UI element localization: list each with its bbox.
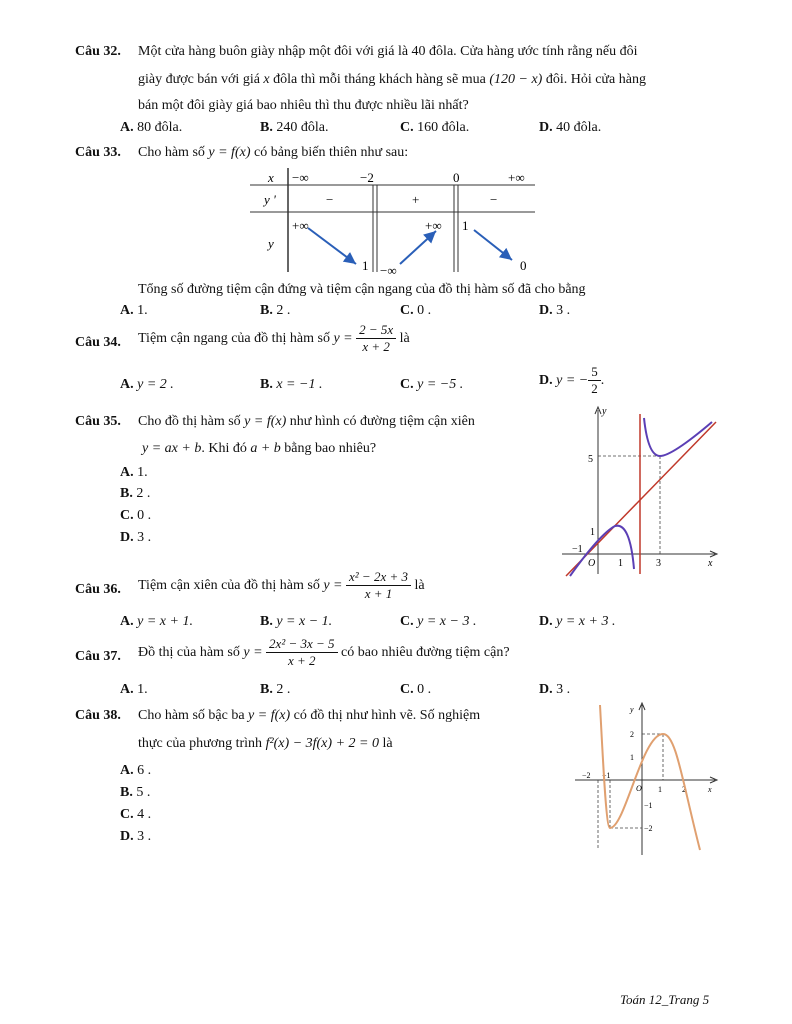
option-c[interactable]: C. 160 đôla. [400,120,470,135]
y-label: y [268,236,274,251]
option-a[interactable]: A. 1. [120,465,148,480]
question-text: bán một đôi giày giá bao nhiêu thì thu được nhiều lãi nhất? [138,98,469,113]
option-a[interactable]: A. 80 đôla. [120,120,183,135]
tick-label: 5 [588,454,593,465]
option-c[interactable]: C. 0 . [120,508,152,523]
origin-label: O [588,558,596,569]
tick-label: 1 [630,753,634,762]
question-text: Tiệm cận ngang của đồ thị hàm số y = $\frac{2 - 5x}{x + 2}$ là [138,322,410,355]
question-text: Cho hàm số y = f(x) có bảng biến thiên như sau: [138,145,409,160]
tick-label: 1 [658,785,662,794]
fraction: $\frac{\text{2x² − 3x − 5}}{x + 2}$ [266,636,337,670]
sign: − [490,192,498,207]
question-number: Câu 37. [75,649,121,664]
tick-label: 2 [630,730,634,739]
sign: + [412,192,420,207]
question-number: Câu 33. [75,145,121,160]
option-c[interactable]: C. 0 . [400,303,432,318]
x-value: −2 [360,170,374,185]
origin-label: O [636,784,642,793]
question-text: Tiệm cận xiên của đồ thị hàm số y = $\frac{\text{x² − 2x + 3}}{x + 1}$ là [138,569,425,602]
option-d[interactable]: D. 3 . [539,682,571,697]
x-value: −∞ [292,170,309,185]
fraction: $\frac{2 - 5x}{x + 2}$ [356,322,396,356]
tick-label: −1 [644,801,653,810]
tick-label: −2 [582,771,591,780]
question-number: Câu 34. [75,335,121,350]
option-d[interactable]: D. y = x + 3 . [539,614,616,629]
question-text: thực của phương trình f²(x) − 3f(x) + 2 = 0 là [138,736,393,751]
page-footer: Toán 12_Trang 5 [620,992,710,1007]
option-b[interactable]: B. 240 đôla. [260,120,329,135]
y-value: +∞ [425,218,442,233]
x-axis-label: x [708,785,712,794]
yprime-label: y ' [264,192,276,207]
question-number: Câu 38. [75,708,121,723]
y-value: 1 [462,218,469,233]
option-a[interactable]: A. y = x + 1. [120,614,193,629]
option-d[interactable]: D. 3 . [539,303,571,318]
y-axis-label: y [630,705,634,714]
option-c[interactable]: C. 4 . [120,807,152,822]
option-a[interactable]: A. 1. [120,303,148,318]
question-text: Cho hàm số bậc ba y = f(x) có đồ thị như hình vẽ. Số nghiệm [138,708,481,723]
option-c[interactable]: C. y = x − 3 . [400,614,477,629]
tick-label: 2 [682,785,686,794]
question-number: Câu 32. [75,44,121,59]
x-value: 0 [453,170,460,185]
x-label: x [268,170,274,185]
x-axis-label: x [708,558,713,569]
question-text: Cho đồ thị hàm số y = f(x) như hình có đường tiệm cận xiên [138,414,475,429]
tick-label: 1 [618,558,623,569]
question-text: y = ax + b. Khi đó a + b bằng bao nhiêu? [142,441,377,456]
option-b[interactable]: B. 2 . [260,303,291,318]
option-d[interactable]: D. 3 . [120,829,152,844]
question-text: giày được bán với giá x đôla thì mỗi tháng khách hàng sẽ mua (120 − x) đôi. Hỏi cửa hàng [138,72,646,87]
asymptote-graph [560,404,720,578]
fraction: $\frac{\text{x² − 2x + 3}}{x + 1}$ [346,569,411,603]
option-d[interactable]: D. 40 đôla. [539,120,602,135]
option-a[interactable]: A. 6 . [120,763,152,778]
cubic-graph [570,700,720,860]
option-d[interactable]: D. y = − $\frac{5}{2}$ . [539,364,605,397]
question-text: Một cửa hàng buôn giày nhập một đôi với giá là 40 đôla. Cửa hàng ước tính rằng nếu đôi [138,44,638,59]
option-b[interactable]: B. 2 . [120,486,151,501]
question-number: Câu 36. [75,582,121,597]
question-text: Tổng số đường tiệm cận đứng và tiệm cận ngang của đồ thị hàm số đã cho bằng [138,282,586,297]
variation-table [250,168,540,278]
option-c[interactable]: C. 0 . [400,682,432,697]
question-text: Đồ thị của hàm số y = $\frac{\text{2x² − 3x − 5}}{x + 2}$ có bao nhiêu đường tiệm cận? [138,636,510,669]
tick-label: −1 [602,771,611,780]
option-a[interactable]: A. 1. [120,682,148,697]
tick-label: 1 [590,527,595,538]
option-b[interactable]: B. y = x − 1. [260,614,333,629]
x-value: +∞ [508,170,525,185]
option-b[interactable]: B. 5 . [120,785,151,800]
tick-label: 3 [656,558,661,569]
option-c[interactable]: C. y = −5 . [400,377,464,392]
y-value: 1 [362,258,369,273]
sign: − [326,192,334,207]
option-b[interactable]: B. x = −1 . [260,377,323,392]
option-b[interactable]: B. 2 . [260,682,291,697]
question-number: Câu 35. [75,414,121,429]
y-axis-label: y [602,406,607,417]
option-a[interactable]: A. y = 2 . [120,377,174,392]
tick-label: −1 [572,544,583,555]
y-value: 0 [520,258,527,273]
option-d[interactable]: D. 3 . [120,530,152,545]
y-value: −∞ [380,263,397,278]
tick-label: −2 [644,824,653,833]
y-value: +∞ [292,218,309,233]
